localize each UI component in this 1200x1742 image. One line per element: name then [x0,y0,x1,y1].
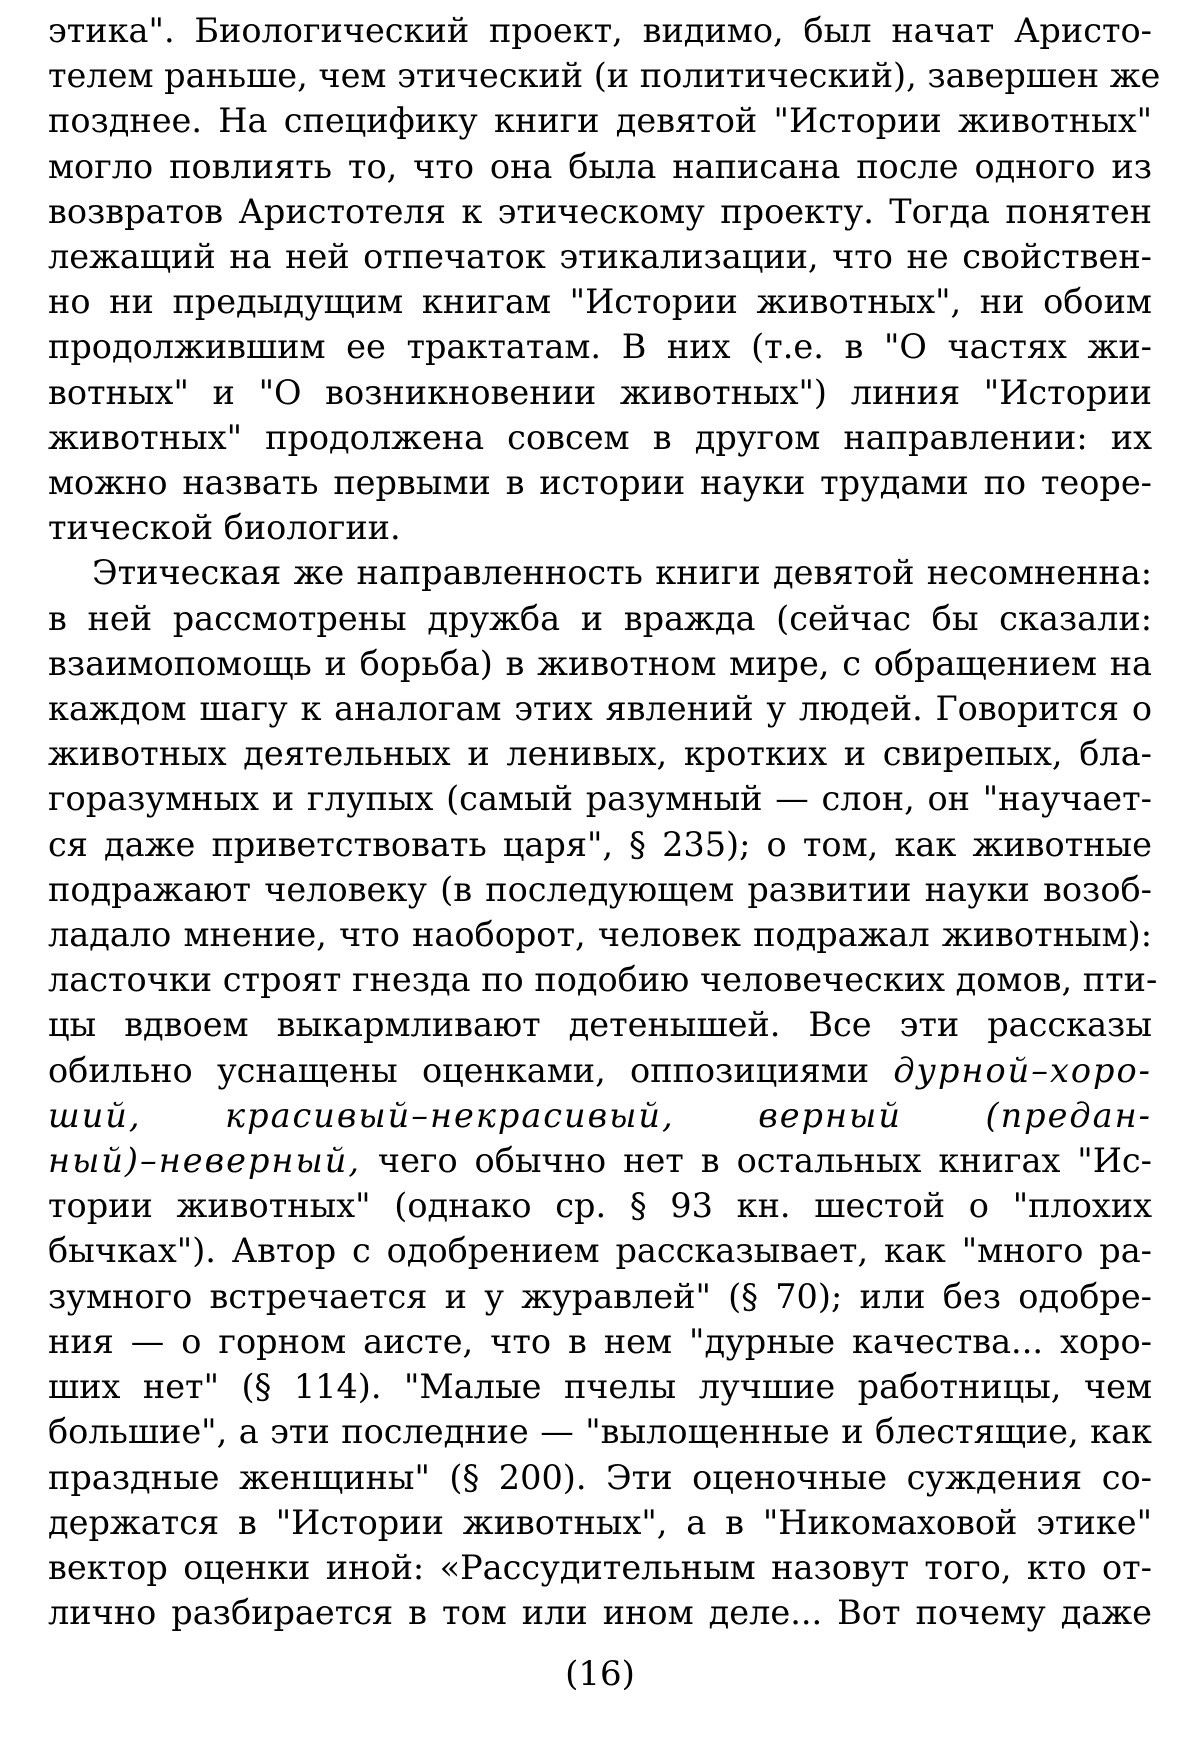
text-line: возвратов Аристотеля к этическому проекту. Тогда понятен [48,191,1152,231]
text-line: ших нет" (§ 114). "Малые пчелы лучшие работницы, чем [48,1367,1152,1407]
paragraph-1 [48,8,1161,550]
text-line [48,1093,1152,1138]
text-line: этика". Биологический проект, видимо, был начат Аристо- [48,11,1152,50]
text-line: ся даже приветствовать царя", § 235); о том, как животные [48,824,1152,864]
text-line: телем раньше, чем этический (и политический), завершен же [48,56,1161,96]
paragraph-2 [48,550,1158,1635]
text-line: могло повлиять то, что она была написана после одного из [48,146,1152,186]
text-fragment: чего обычно нет в остальных книгах "Ис- [360,1141,1152,1181]
text-line: животных" продолжена совсем в другом направлении: их [48,417,1152,457]
italic-term: дурной–хоро- [893,1050,1152,1090]
text-line: тории животных" (однако ср. § 93 кн. шестой о "плохих [48,1186,1152,1226]
text-line: Этическая же направленность книги девятой несомненна: [92,553,1152,593]
text-line: животных деятельных и ленивых, кротких и свирепых, бла- [48,734,1152,774]
text-line: держатся в "Истории животных", а в "Никомаховой этике" [48,1502,1152,1542]
text-line: продолжившим ее трактатам. В них (т.е. в "О частях жи- [48,327,1152,367]
text-line: горазумных и глупых (самый разумный — слон, он "научает- [48,779,1152,819]
italic-term: ный)–неверный, [48,1141,361,1181]
text-line: бычках"). Автор с одобрением рассказывает, как "много ра- [48,1231,1152,1271]
italic-term: ший, красивый–некрасивый, верный (предан- [48,1095,1152,1135]
text-line: вотных" и "О возникновении животных") линия "Истории [48,372,1152,412]
page-text [48,8,1161,1635]
text-line: подражают человеку (в последующем развитии науки возоб- [48,869,1152,909]
text-line: лично разбирается в том или ином деле... Вот почему даже [48,1593,1152,1633]
text-line: но ни предыдущим книгам "Истории животных", ни обоим [48,282,1152,322]
text-line [48,1048,1152,1093]
text-line: лежащий на ней отпечаток этикализации, что не свойствен- [48,237,1152,277]
text-line: ладало мнение, что наоборот, человек подражал животным): [48,915,1152,955]
text-line: цы вдвоем выкармливают детенышей. Все эти рассказы [48,1005,1152,1045]
text-line: взаимопомощь и борьба) в животном мире, с обращением на [48,643,1152,683]
page-number: (16) [565,1654,635,1694]
text-line: ния — о горном аисте, что в нем "дурные качества... хоро- [48,1321,1152,1361]
text-line: большие", а эти последние — "вылощенные и блестящие, как [48,1412,1152,1452]
text-line: тической биологии. [48,508,401,548]
text-line: вектор оценки иной: «Рассудительным назовут того, кто от- [48,1547,1152,1587]
text-line: в ней рассмотрены дружба и вражда (сейчас бы сказали: [48,598,1152,638]
text-line: ласточки строят гнезда по подобию человеческих домов, пти- [48,960,1158,1000]
text-line: праздные женщины" (§ 200). Эти оценочные суждения со- [48,1457,1152,1497]
text-line: каждом шагу к аналогам этих явлений у людей. Говорится о [48,689,1152,729]
text-line: зумного встречается и у журавлей" (§ 70); или без одобре- [48,1276,1152,1316]
text-fragment: обильно уснащены оценками, оппозициями [48,1050,894,1090]
text-line: можно назвать первыми в истории науки трудами по теоре- [48,463,1152,503]
text-line [48,1138,1152,1183]
text-line: позднее. На специфику книги девятой "Истории животных" [48,101,1152,141]
